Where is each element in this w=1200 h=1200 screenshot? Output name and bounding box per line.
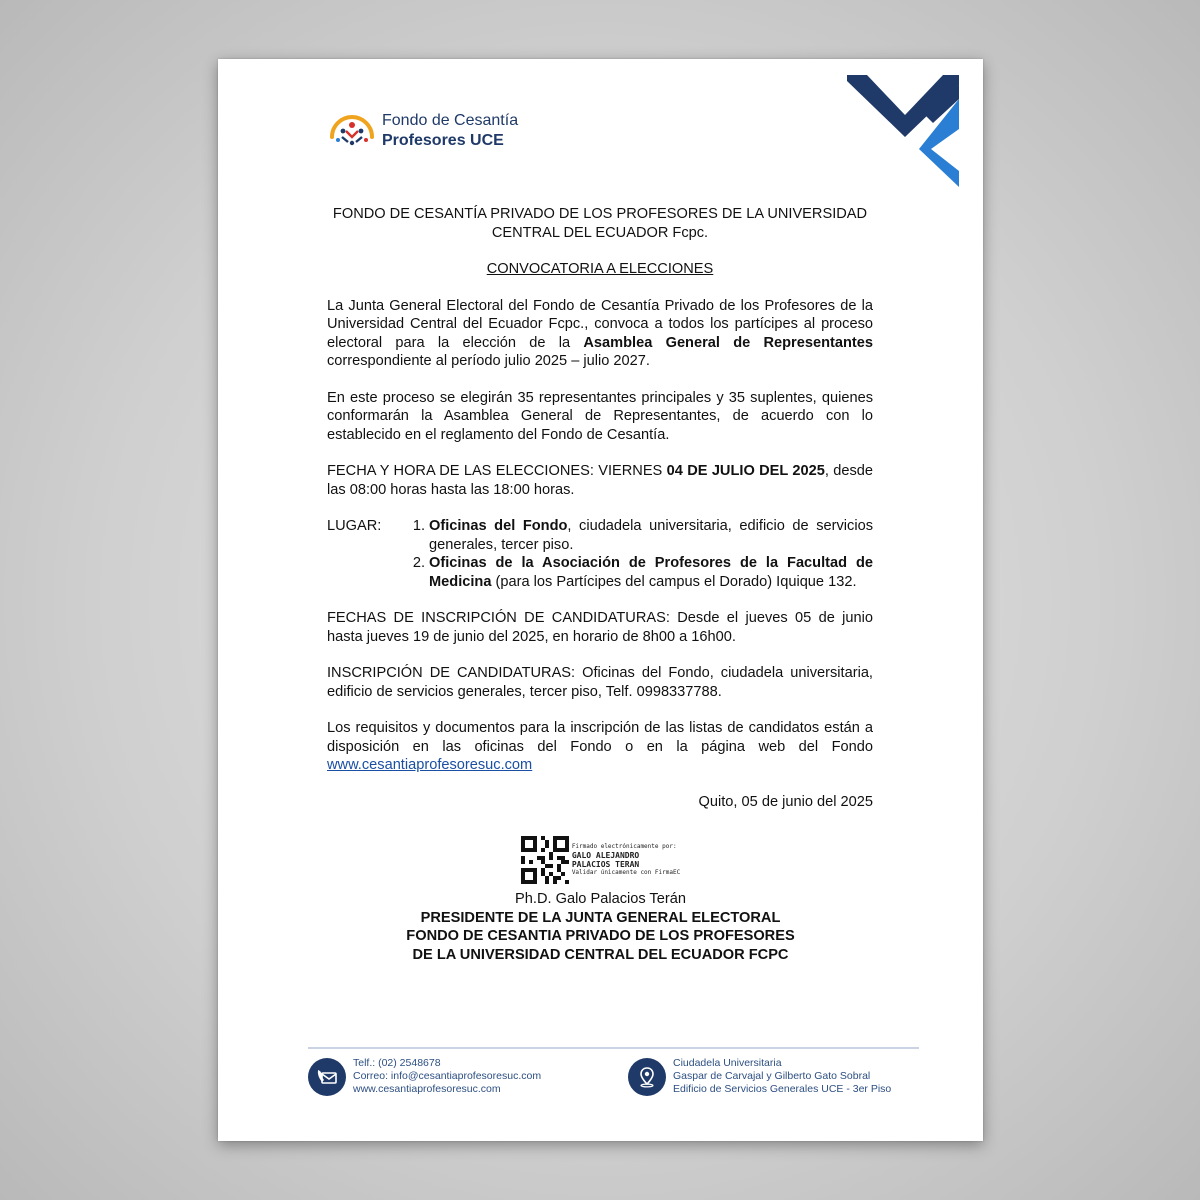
paragraph-fecha-hora <box>327 462 873 499</box>
footer-address <box>628 1057 891 1096</box>
logo-emblem-icon <box>328 111 376 151</box>
stamp-caption: Firmado electrónicamente por: <box>571 843 677 850</box>
location-pin-icon <box>628 1058 666 1096</box>
qr-code-icon[interactable] <box>521 836 569 884</box>
p1-text-a: La Junta General Electoral del Fondo de Cesantía Privado de los Profesores de la Universidad Central del Ecuador Fcpc., convoca a todos los partícipes al proceso electoral para la elección de la <box>327 297 873 351</box>
p1-bold: Asamblea General de Representantes <box>583 334 873 351</box>
footer-address-line3: Edificio de Servicios Generales UCE - 3er Piso <box>673 1083 892 1095</box>
p3-text-b: , desde las 08:00 horas hasta las 18:00 horas. <box>327 463 874 498</box>
corner-chevron-icon <box>847 75 959 187</box>
stamp-name2: PALACIOS TERAN <box>571 860 640 869</box>
footer-phone: Telf.: (02) 2548678 <box>353 1057 441 1069</box>
p1-text-b: correspondiente al período julio 2025 – julio 2027. <box>327 353 650 369</box>
stamp-validation: Validar únicamente con FirmaEC <box>571 869 681 876</box>
footer-address-line1: Ciudadela Universitaria <box>673 1057 782 1069</box>
paragraph-convocatoria <box>327 297 873 371</box>
signature-stamp-text <box>572 843 680 877</box>
logo-line2: Profesores UCE <box>382 132 504 149</box>
footer-divider <box>308 1047 919 1049</box>
document-subtitle: CONVOCATORIA A ELECCIONES <box>486 261 714 277</box>
fund-logo <box>328 111 518 151</box>
document-page <box>218 59 983 1141</box>
list-item-number: 1. <box>412 518 425 534</box>
footer-email[interactable]: Correo: info@cesantiaprofesoresuc.com <box>353 1070 542 1082</box>
list-item-rest: (para los Partícipes del campus el Dorado) Iquique 132. <box>491 573 857 590</box>
list-item-number: 2. <box>412 555 425 571</box>
p3-text-a: VIERNES <box>593 463 667 479</box>
footer-contact <box>308 1057 541 1096</box>
paragraph-representantes: En este proceso se elegirán 35 representantes principales y 35 suplentes, quienes conformarán la Asamblea General de Representantes, de acuerdo con lo establecido en el reglamento del Fondo de Cesantía. <box>327 389 873 443</box>
footer-address-line2: Gaspar de Carvajal y Gilberto Gato Sobral <box>673 1070 871 1082</box>
p5-label: INSCRIPCIÓN DE CANDIDATURAS: <box>327 665 576 681</box>
list-item-bold: Oficinas de la Asociación de Profesores de la Facultad de Medicina <box>429 555 873 590</box>
list-item-text <box>429 554 873 591</box>
signer-role3: DE LA UNIVERSIDAD CENTRAL DEL ECUADOR FCPC <box>412 946 789 963</box>
p6-text: Los requisitos y documentos para la inscripción de las listas de candidatos están a disposición en las oficinas del Fondo o en la página web del Fondo <box>327 720 873 755</box>
paragraph-fechas-inscripcion <box>327 609 873 646</box>
paragraph-inscripcion <box>327 664 873 701</box>
title-line2: CENTRAL DEL ECUADOR Fcpc. <box>491 224 709 241</box>
p4-label: FECHAS DE INSCRIPCIÓN DE CANDIDATURAS <box>327 610 666 626</box>
lugar-label: LUGAR: <box>327 518 382 534</box>
list-item <box>405 554 873 591</box>
list-item <box>405 517 873 554</box>
p4-text: : Desde el jueves 05 de junio hasta jueves 19 de junio del 2025, en horario de 8h00 a 16h00. <box>327 610 873 645</box>
list-item-bold: Oficinas del Fondo <box>429 518 568 534</box>
lugar-list <box>405 517 873 591</box>
footer-website[interactable]: www.cesantiaprofesoresuc.com <box>353 1083 501 1095</box>
signer-role2: FONDO DE CESANTIA PRIVADO DE LOS PROFESORES <box>406 928 795 944</box>
electronic-signature <box>218 836 983 884</box>
document-body <box>327 205 873 811</box>
list-item-text <box>429 517 873 554</box>
website-link[interactable]: www.cesantiaprofesoresuc.com <box>327 757 533 773</box>
page-footer <box>308 1057 928 1101</box>
list-item-rest: , ciudadela universitaria, edificio de servicios generales, tercer piso. <box>429 518 873 553</box>
signer-name: Ph.D. Galo Palacios Terán <box>515 891 686 907</box>
logo-line1: Fondo de Cesantía <box>382 112 519 129</box>
document-date: Quito, 05 de junio del 2025 <box>698 793 873 810</box>
signature-block <box>218 836 983 964</box>
p3-label: FECHA Y HORA DE LAS ELECCIONES: <box>327 463 594 479</box>
signer-role1: PRESIDENTE DE LA JUNTA GENERAL ELECTORAL <box>420 909 781 926</box>
stamp-name1: GALO ALEJANDRO <box>571 851 640 860</box>
paragraph-requisitos <box>327 719 873 775</box>
lugar-section <box>327 517 873 591</box>
p5-text: Oficinas del Fondo, ciudadela universitaria, edificio de servicios generales, tercer piso, Telf. 0998337788. <box>327 665 873 700</box>
p3-bold: 04 DE JULIO DEL 2025 <box>666 463 825 479</box>
document-title <box>327 205 873 242</box>
phone-mail-icon <box>308 1058 346 1096</box>
title-line1: FONDO DE CESANTÍA PRIVADO DE LOS PROFESORES DE LA UNIVERSIDAD <box>332 206 868 222</box>
